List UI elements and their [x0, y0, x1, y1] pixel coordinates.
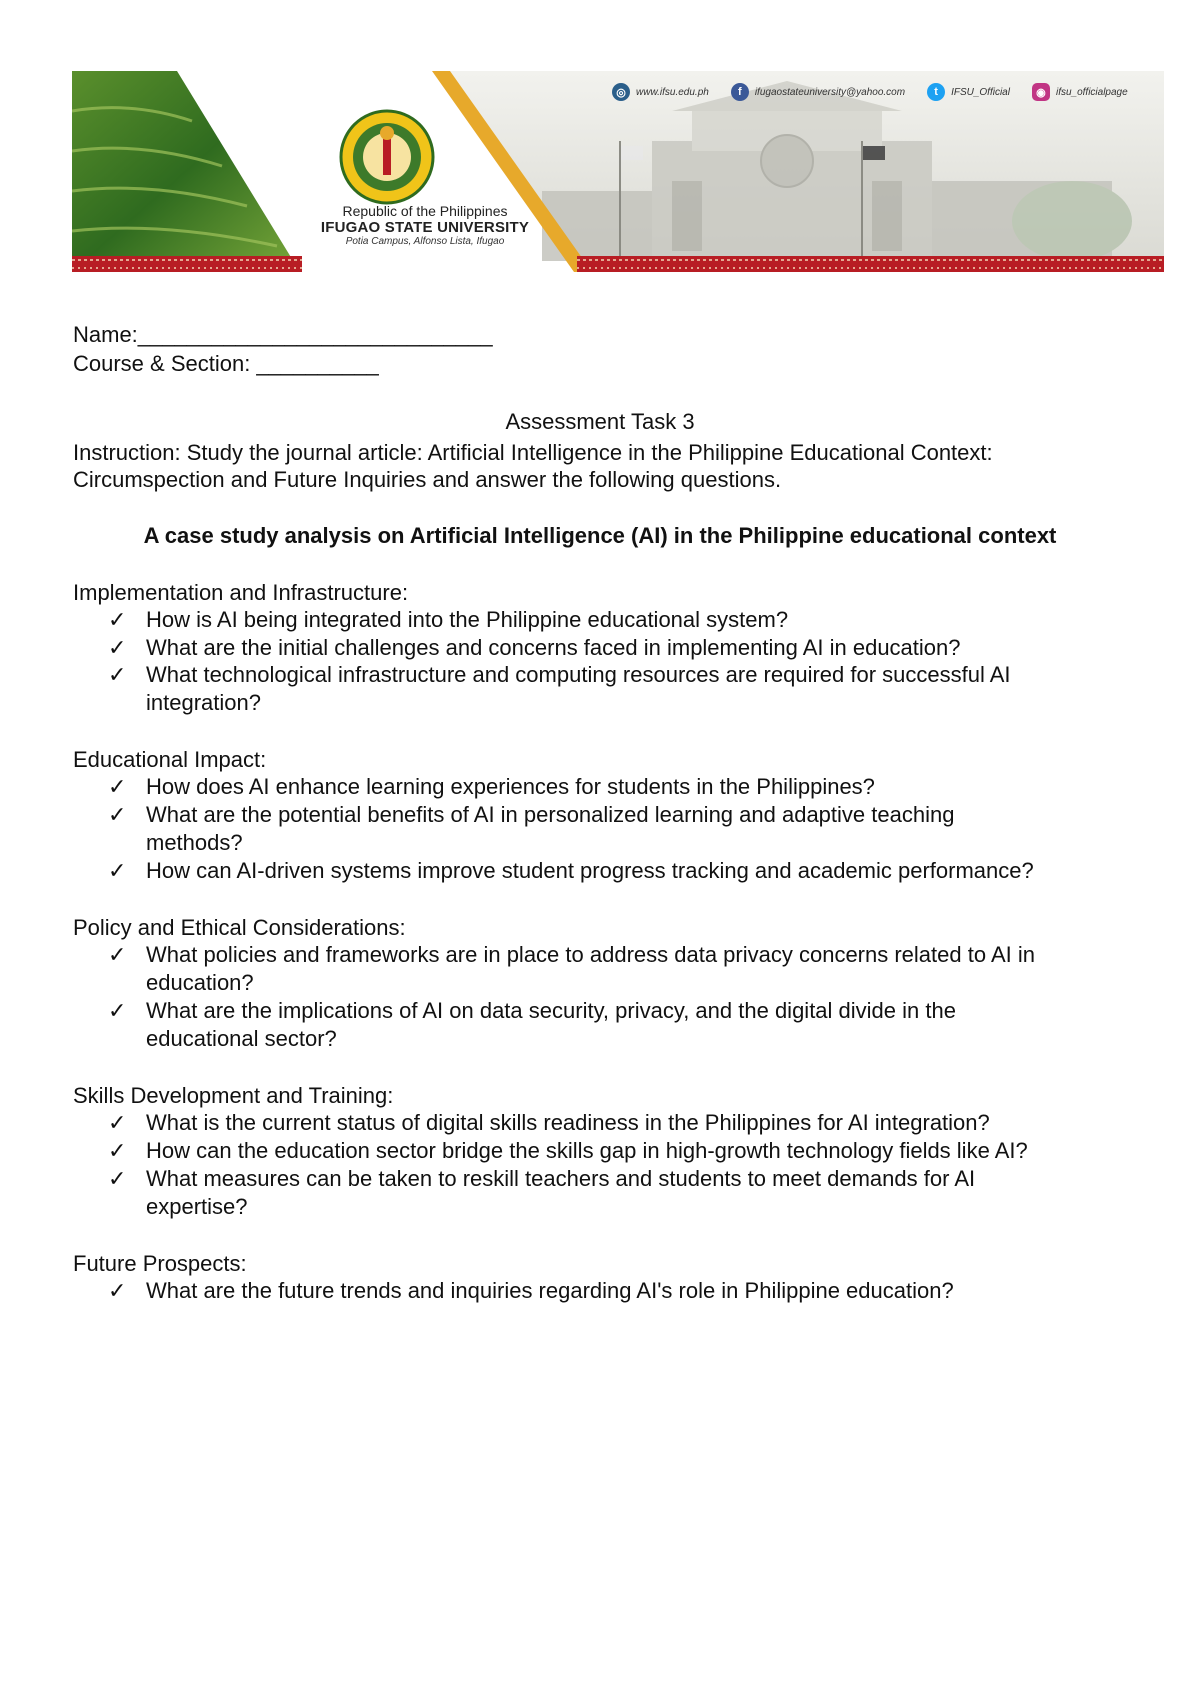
republic-label: Republic of the Philippines	[342, 203, 508, 219]
checkmark-icon: ✓	[108, 1138, 127, 1163]
question-text: What policies and frameworks are in place to address data privacy concerns related to AI in	[146, 942, 1036, 967]
checkmark-icon: ✓	[108, 607, 127, 632]
checkmark-icon: ✓	[108, 662, 127, 687]
section-title-policy-ethics: Policy and Ethical Considerations:	[73, 915, 406, 940]
checkmark-icon: ✓	[108, 1166, 127, 1191]
instagram-icon: ◉	[1032, 83, 1050, 101]
section-title-educational-impact: Educational Impact:	[73, 747, 267, 772]
question-text: What are the initial challenges and concerns faced in implementing AI in education?	[146, 635, 961, 660]
campus-address: Potia Campus, Alfonso Lista, Ifugao	[345, 236, 505, 247]
task-title: Assessment Task 3	[505, 409, 695, 434]
question-text: What are the implications of AI on data security, privacy, and the digital divide in the	[146, 998, 956, 1023]
university-name: IFUGAO STATE UNIVERSITY	[320, 219, 530, 236]
instruction-line-1: Instruction: Study the journal article: Artificial Intelligence in the Philippine Educational Context:	[73, 440, 993, 465]
question-text: How can AI-driven systems improve student progress tracking and academic performance?	[146, 858, 1034, 883]
red-pattern-strip-right	[577, 256, 1164, 272]
name-field[interactable]: Name:_____________________________	[73, 322, 493, 347]
banner-graphic	[72, 71, 1164, 272]
instruction-line-2: Circumspection and Future Inquiries and answer the following questions.	[73, 467, 782, 492]
question-text: What is the current status of digital skills readiness in the Philippines for AI integration?	[146, 1110, 990, 1135]
question-text: How can the education sector bridge the skills gap in high-growth technology fields like AI?	[146, 1138, 1028, 1163]
twitter-icon: t	[927, 83, 945, 101]
social-links	[612, 83, 1128, 101]
globe-icon: ◎	[612, 83, 630, 101]
course-section-field[interactable]: Course & Section: __________	[73, 351, 379, 376]
checkmark-icon: ✓	[108, 1110, 127, 1135]
checkmark-icon: ✓	[108, 942, 127, 967]
section-title-implementation: Implementation and Infrastructure:	[73, 580, 409, 605]
question-text: How is AI being integrated into the Philippine educational system?	[146, 607, 789, 632]
question-text: What are the potential benefits of AI in personalized learning and adaptive teaching	[146, 802, 955, 827]
instagram-link[interactable]: ifsu_officialpage	[1055, 86, 1128, 98]
checkmark-icon: ✓	[108, 998, 127, 1023]
facebook-icon: f	[731, 83, 749, 101]
question-text: What measures can be taken to reskill teachers and students to meet demands for AI	[146, 1166, 976, 1191]
university-title-block	[300, 203, 550, 247]
question-text: How does AI enhance learning experiences for students in the Philippines?	[146, 774, 875, 799]
case-study-heading: A case study analysis on Artificial Intelligence (AI) in the Philippine educational context	[143, 523, 1057, 548]
header-banner	[72, 71, 1164, 272]
question-text-continued: integration?	[146, 690, 261, 715]
section-title-skills-development: Skills Development and Training:	[73, 1083, 394, 1108]
question-text: What technological infrastructure and computing resources are required for successful AI	[146, 662, 1011, 687]
checkmark-icon: ✓	[108, 858, 127, 883]
question-text-continued: educational sector?	[146, 1026, 337, 1051]
checkmark-icon: ✓	[108, 802, 127, 827]
checkmark-icon: ✓	[108, 635, 127, 660]
red-pattern-strip-left	[72, 256, 302, 272]
section-title-future-prospects: Future Prospects:	[73, 1251, 247, 1276]
university-seal	[341, 111, 433, 203]
question-text-continued: expertise?	[146, 1194, 248, 1219]
question-text: What are the future trends and inquiries regarding AI's role in Philippine education?	[146, 1278, 954, 1303]
website-link[interactable]: www.ifsu.edu.ph	[636, 86, 709, 98]
checkmark-icon: ✓	[108, 774, 127, 799]
question-text-continued: methods?	[146, 830, 243, 855]
twitter-link[interactable]: IFSU_Official	[951, 86, 1010, 98]
checkmark-icon: ✓	[108, 1278, 127, 1303]
question-text-continued: education?	[146, 970, 254, 995]
email-link[interactable]: ifugaostateuniversity@yahoo.com	[754, 86, 906, 98]
